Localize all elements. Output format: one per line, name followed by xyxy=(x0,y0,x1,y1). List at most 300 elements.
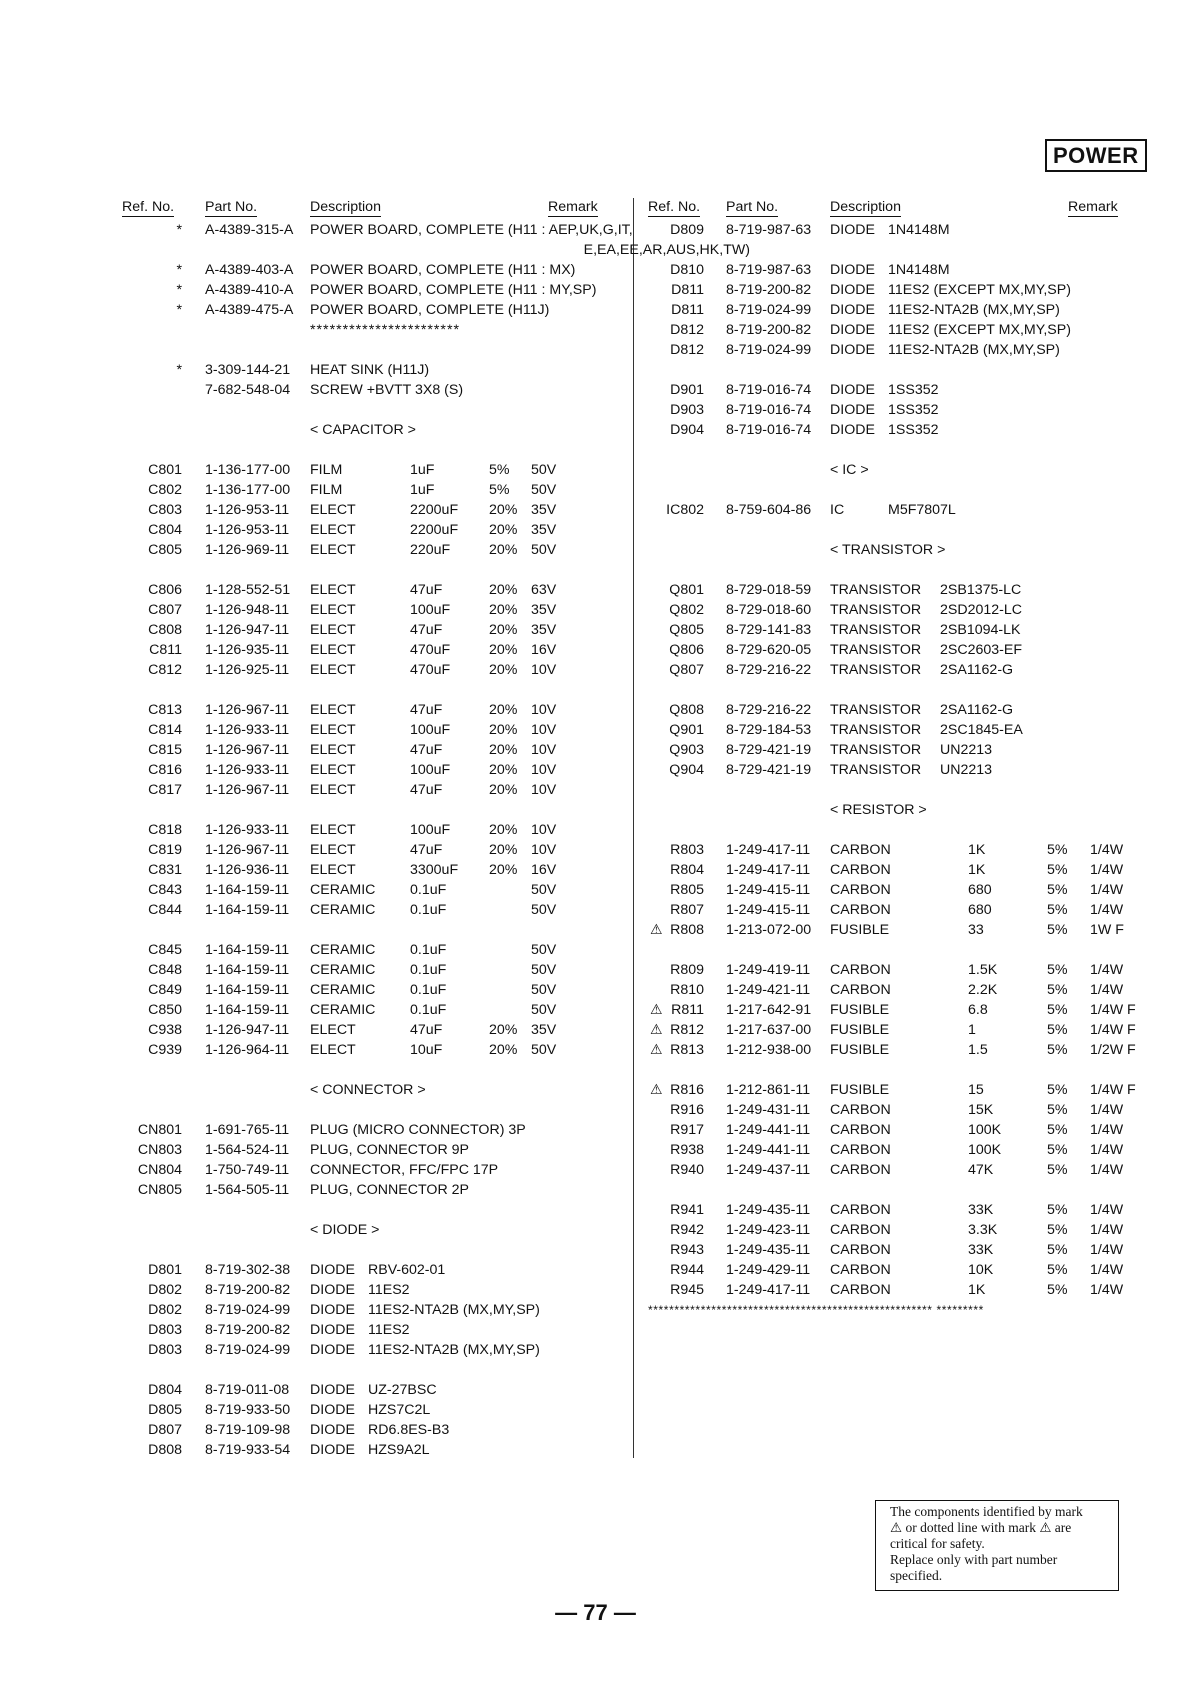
ref-number: R810 xyxy=(670,982,704,998)
description: PLUG, CONNECTOR 9P xyxy=(310,1142,469,1158)
description: FUSIBLE xyxy=(830,1002,890,1018)
part-number: 1-126-953-11 xyxy=(205,502,290,518)
description: DIODE xyxy=(830,342,875,358)
description: FUSIBLE xyxy=(830,1022,890,1038)
description: TRANSISTOR xyxy=(830,622,922,638)
description: CERAMIC xyxy=(310,982,376,998)
description: TRANSISTOR xyxy=(830,722,922,738)
part-number: 8-729-141-83 xyxy=(726,622,812,638)
ref-number: R809 xyxy=(670,962,704,978)
description-continuation xyxy=(122,240,750,260)
part-number: 7-682-548-04 xyxy=(205,382,291,398)
parts-row xyxy=(122,760,630,780)
ref-number: D810 xyxy=(670,262,704,278)
part-number: 8-719-200-82 xyxy=(205,1282,291,1298)
voltage: 50V xyxy=(531,542,557,558)
voltage: 50V xyxy=(531,902,557,918)
ref-number: R942 xyxy=(670,1222,704,1238)
parts-row xyxy=(122,660,630,680)
device-type: RBV-602-01 xyxy=(368,1262,446,1278)
voltage: 10V xyxy=(531,842,557,858)
description: CARBON xyxy=(830,1222,891,1238)
row-spacer xyxy=(648,360,1168,380)
wattage: 1/4W xyxy=(1090,882,1124,898)
row-spacer xyxy=(648,940,1168,960)
ref-number: C819 xyxy=(148,842,182,858)
ref-number: D809 xyxy=(670,222,704,238)
tolerance: 5% xyxy=(1047,1202,1068,1218)
description: DIODE xyxy=(310,1342,355,1358)
wattage: 1/4W F xyxy=(1090,1082,1136,1098)
ref-number: Q802 xyxy=(669,602,704,618)
section-heading xyxy=(122,1080,630,1100)
section-heading xyxy=(648,800,1168,820)
parts-row xyxy=(122,960,630,980)
parts-row xyxy=(122,940,630,960)
tolerance: 20% xyxy=(489,782,518,798)
voltage: 10V xyxy=(531,742,557,758)
parts-row xyxy=(122,1420,630,1440)
resistance: 2.2K xyxy=(968,982,998,998)
tolerance: 5% xyxy=(1047,862,1068,878)
part-number: 1-164-159-11 xyxy=(205,902,290,918)
parts-row xyxy=(648,1160,1168,1180)
description: CARBON xyxy=(830,862,891,878)
row-spacer xyxy=(648,480,1168,500)
description: CERAMIC xyxy=(310,942,376,958)
ref-number: C848 xyxy=(148,962,182,978)
description: ELECT xyxy=(310,1022,356,1038)
parts-row xyxy=(648,600,1168,620)
description: CARBON xyxy=(830,882,891,898)
ref-number: R943 xyxy=(670,1242,704,1258)
ref-number: R917 xyxy=(670,1122,704,1138)
ref-number: C939 xyxy=(148,1042,182,1058)
part-number: 8-729-216-22 xyxy=(726,702,812,718)
voltage: 35V xyxy=(531,602,557,618)
device-type: HZS9A2L xyxy=(368,1442,430,1458)
ref-number: R916 xyxy=(670,1102,704,1118)
part-number: 8-719-024-99 xyxy=(205,1342,291,1358)
tolerance: 20% xyxy=(489,842,518,858)
description: ELECT xyxy=(310,862,356,878)
ref-number: R807 xyxy=(670,902,704,918)
description: CERAMIC xyxy=(310,882,376,898)
device-type: 1N4148M xyxy=(888,222,950,238)
ref-number: R805 xyxy=(670,882,704,898)
ref-number: D803 xyxy=(148,1322,182,1338)
voltage: 50V xyxy=(531,462,557,478)
ref-number: D811 xyxy=(671,302,704,318)
description: CERAMIC xyxy=(310,1002,376,1018)
part-number: 1-249-441-11 xyxy=(726,1142,811,1158)
parts-row xyxy=(122,1140,630,1160)
parts-row xyxy=(648,340,1168,360)
part-number: 8-729-018-60 xyxy=(726,602,812,618)
part-number: 1-164-159-11 xyxy=(205,1002,290,1018)
device-type: 11ES2-NTA2B (MX,MY,SP) xyxy=(888,302,1060,318)
description: CARBON xyxy=(830,1262,891,1278)
ref-number: Q805 xyxy=(669,622,704,638)
tolerance: 5% xyxy=(1047,1282,1068,1298)
section-title: < CAPACITOR > xyxy=(310,422,416,438)
device-type: 1SS352 xyxy=(888,422,939,438)
part-number: 3-309-144-21 xyxy=(205,362,291,378)
description: ELECT xyxy=(310,762,356,778)
description: PLUG (MICRO CONNECTOR) 3P xyxy=(310,1122,526,1138)
tolerance: 5% xyxy=(1047,842,1068,858)
voltage: 35V xyxy=(531,502,557,518)
safety-notice xyxy=(875,1500,1119,1591)
ref-number: IC802 xyxy=(666,502,704,518)
voltage: 16V xyxy=(531,642,557,658)
description: ELECT xyxy=(310,742,356,758)
resistance: 15 xyxy=(968,1082,984,1098)
ref-number: D812 xyxy=(670,342,704,358)
header-description: Description xyxy=(310,199,381,215)
description: CARBON xyxy=(830,842,891,858)
description: DIODE xyxy=(310,1422,355,1438)
tolerance: 5% xyxy=(489,462,510,478)
tolerance: 5% xyxy=(1047,922,1068,938)
ref-number: CN804 xyxy=(137,1162,182,1178)
resistance: 33 xyxy=(968,922,984,938)
part-number: 1-164-159-11 xyxy=(205,882,290,898)
tolerance: 20% xyxy=(489,862,518,878)
description: CARBON xyxy=(830,1282,891,1298)
row-spacer xyxy=(122,1240,630,1260)
value: 0.1uF xyxy=(410,902,447,918)
description: ELECT xyxy=(310,822,356,838)
parts-row xyxy=(648,960,1168,980)
device-type: 11ES2-NTA2B (MX,MY,SP) xyxy=(368,1302,540,1318)
section-heading xyxy=(648,460,1168,480)
ref-number: C850 xyxy=(148,1002,182,1018)
header-ref: Ref. No. xyxy=(122,199,175,215)
stars-text: ****************************************************** ********* xyxy=(648,1303,984,1317)
description: DIODE xyxy=(830,322,875,338)
value: 47uF xyxy=(410,702,443,718)
part-number: 8-719-200-82 xyxy=(726,282,812,298)
value: 0.1uF xyxy=(410,942,447,958)
value: 2200uF xyxy=(410,502,459,518)
part-number: 1-136-177-00 xyxy=(205,462,291,478)
left-table-header xyxy=(122,198,630,220)
part-number: 1-136-177-00 xyxy=(205,482,291,498)
voltage: 50V xyxy=(531,1002,557,1018)
voltage: 50V xyxy=(531,982,557,998)
description: CERAMIC xyxy=(310,902,376,918)
ref-number: R808 xyxy=(670,922,704,938)
ref-number: C808 xyxy=(148,622,182,638)
ref-number: R938 xyxy=(670,1142,704,1158)
parts-row xyxy=(122,1000,630,1020)
part-number: 8-719-987-63 xyxy=(726,262,812,278)
tolerance: 20% xyxy=(489,522,518,538)
wattage: 1/2W F xyxy=(1090,1042,1136,1058)
header-part: Part No. xyxy=(726,199,779,215)
ref-number: C803 xyxy=(148,502,182,518)
part-number: A-4389-475-A xyxy=(205,302,294,318)
part-number: 8-719-933-54 xyxy=(205,1442,291,1458)
part-number: 1-164-159-11 xyxy=(205,982,290,998)
description: FUSIBLE xyxy=(830,1042,890,1058)
ref-number: R816 xyxy=(670,1082,704,1098)
ref-number: D812 xyxy=(670,322,704,338)
part-number: 1-249-417-11 xyxy=(726,862,811,878)
resistance: 47K xyxy=(968,1162,994,1178)
parts-row xyxy=(122,980,630,1000)
parts-row xyxy=(648,1280,1168,1300)
description: DIODE xyxy=(310,1442,355,1458)
device-type: 2SA1162-G xyxy=(940,702,1014,718)
description: CARBON xyxy=(830,1122,891,1138)
warning-icon: ⚠ xyxy=(650,1002,663,1018)
description: POWER BOARD, COMPLETE (H11 : AEP,UK,G,IT, xyxy=(310,222,633,238)
right-rows xyxy=(648,220,1168,1320)
description: DIODE xyxy=(830,382,875,398)
part-number: 1-212-861-11 xyxy=(726,1082,811,1098)
part-number: 8-759-604-86 xyxy=(726,502,812,518)
parts-row xyxy=(648,1260,1168,1280)
warning-icon: ⚠ xyxy=(650,922,663,938)
value: 47uF xyxy=(410,622,443,638)
parts-row xyxy=(648,1220,1168,1240)
part-number: 1-126-933-11 xyxy=(205,762,290,778)
parts-row xyxy=(122,360,630,380)
description: ELECT xyxy=(310,782,356,798)
ref-number: R813 xyxy=(670,1042,704,1058)
description: CARBON xyxy=(830,962,891,978)
part-number: 1-249-417-11 xyxy=(726,1282,811,1298)
parts-row xyxy=(648,280,1168,300)
device-type: 2SB1375-LC xyxy=(940,582,1022,598)
part-number: A-4389-315-A xyxy=(205,222,294,238)
resistance: 10K xyxy=(968,1262,994,1278)
part-number: 1-212-938-00 xyxy=(726,1042,812,1058)
resistance: 680 xyxy=(968,882,992,898)
section-heading xyxy=(122,1220,630,1240)
device-type: 11ES2 xyxy=(368,1282,410,1298)
voltage: 63V xyxy=(531,582,557,598)
header-ref: Ref. No. xyxy=(648,199,701,215)
parts-row xyxy=(648,300,1168,320)
ref-number: C807 xyxy=(148,602,182,618)
ref-number: C814 xyxy=(148,722,182,738)
voltage: 50V xyxy=(531,882,557,898)
wattage: 1/4W xyxy=(1090,1282,1124,1298)
part-number: 1-126-967-11 xyxy=(205,702,290,718)
part-number: 8-729-018-59 xyxy=(726,582,812,598)
ref-number: C844 xyxy=(148,902,182,918)
resistance: 100K xyxy=(968,1142,1002,1158)
tolerance: 20% xyxy=(489,702,518,718)
part-number: 8-719-016-74 xyxy=(726,402,812,418)
wattage: 1/4W xyxy=(1090,1222,1124,1238)
tolerance: 20% xyxy=(489,1042,518,1058)
description: DIODE xyxy=(310,1262,355,1278)
ref-number: D805 xyxy=(148,1402,182,1418)
voltage: 10V xyxy=(531,822,557,838)
ref-number: Q806 xyxy=(669,642,704,658)
separator-stars xyxy=(122,320,630,340)
value: 47uF xyxy=(410,742,443,758)
parts-row xyxy=(648,420,1168,440)
resistance: 33K xyxy=(968,1202,994,1218)
part-number: 1-164-159-11 xyxy=(205,942,290,958)
wattage: 1/4W xyxy=(1090,1142,1124,1158)
row-spacer xyxy=(648,1060,1168,1080)
ref-number: C938 xyxy=(148,1022,182,1038)
parts-row xyxy=(648,620,1168,640)
section-badge: POWER xyxy=(1045,139,1147,172)
ref-number: D808 xyxy=(148,1442,182,1458)
asterisk-mark: * xyxy=(176,362,182,378)
voltage: 10V xyxy=(531,782,557,798)
description: ELECT xyxy=(310,662,356,678)
section-title: < TRANSISTOR > xyxy=(830,542,946,558)
part-number: 1-249-437-11 xyxy=(726,1162,811,1178)
value: 470uF xyxy=(410,662,451,678)
tolerance: 5% xyxy=(1047,962,1068,978)
part-number: 1-564-524-11 xyxy=(205,1142,290,1158)
ref-number: R945 xyxy=(670,1282,704,1298)
resistance: 1.5 xyxy=(968,1042,988,1058)
resistance: 33K xyxy=(968,1242,994,1258)
description: TRANSISTOR xyxy=(830,642,922,658)
tolerance: 5% xyxy=(1047,1142,1068,1158)
parts-row xyxy=(648,720,1168,740)
parts-row xyxy=(648,500,1168,520)
parts-row xyxy=(648,1200,1168,1220)
parts-row xyxy=(122,280,630,300)
part-number: 1-249-421-11 xyxy=(726,982,811,998)
part-number: 1-126-953-11 xyxy=(205,522,290,538)
part-number: 8-719-011-08 xyxy=(205,1382,290,1398)
tolerance: 5% xyxy=(1047,902,1068,918)
section-title: < CONNECTOR > xyxy=(310,1082,426,1098)
parts-row xyxy=(648,1000,1168,1020)
device-type: UN2213 xyxy=(940,742,993,758)
description: FUSIBLE xyxy=(830,1082,890,1098)
row-spacer xyxy=(648,820,1168,840)
description: ELECT xyxy=(310,722,356,738)
parts-row xyxy=(648,400,1168,420)
description: POWER BOARD, COMPLETE (H11J) xyxy=(310,302,550,318)
part-number: 1-249-435-11 xyxy=(726,1242,811,1258)
voltage: 50V xyxy=(531,962,557,978)
warning-icon: ⚠ xyxy=(650,1042,663,1058)
ref-number: CN803 xyxy=(137,1142,182,1158)
part-number: 1-750-749-11 xyxy=(205,1162,290,1178)
notice-line: specified. xyxy=(890,1568,943,1583)
description: FILM xyxy=(310,482,343,498)
value: 1uF xyxy=(410,482,435,498)
section-heading xyxy=(648,540,1168,560)
tolerance: 20% xyxy=(489,1022,518,1038)
tolerance: 5% xyxy=(1047,1122,1068,1138)
ref-number: C811 xyxy=(149,642,182,658)
header-remark: Remark xyxy=(548,199,598,215)
device-type: 2SA1162-G xyxy=(940,662,1014,678)
parts-row xyxy=(648,1120,1168,1140)
parts-row xyxy=(122,1300,630,1320)
ref-number: D811 xyxy=(671,282,704,298)
voltage: 50V xyxy=(531,942,557,958)
part-number: 8-719-024-99 xyxy=(205,1302,291,1318)
description: ELECT xyxy=(310,642,356,658)
parts-row xyxy=(648,380,1168,400)
value: 3300uF xyxy=(410,862,459,878)
row-spacer xyxy=(648,780,1168,800)
part-number: 8-719-024-99 xyxy=(726,302,812,318)
description: HEAT SINK (H11J) xyxy=(310,362,430,378)
parts-row xyxy=(122,860,630,880)
device-type: 11ES2 (EXCEPT MX,MY,SP) xyxy=(888,282,1071,298)
parts-row xyxy=(122,540,630,560)
ref-number: C813 xyxy=(148,702,182,718)
part-number: 1-564-505-11 xyxy=(205,1182,290,1198)
part-number: 1-217-642-91 xyxy=(726,1002,812,1018)
part-number: 1-126-969-11 xyxy=(205,542,290,558)
parts-row xyxy=(122,1040,630,1060)
parts-row xyxy=(122,1020,630,1040)
description: DIODE xyxy=(310,1402,355,1418)
wattage: 1/4W xyxy=(1090,1162,1124,1178)
parts-row xyxy=(122,480,630,500)
parts-row xyxy=(122,640,630,660)
part-number: 1-213-072-00 xyxy=(726,922,812,938)
parts-row xyxy=(122,740,630,760)
ref-number: R944 xyxy=(670,1262,704,1278)
description: TRANSISTOR xyxy=(830,662,922,678)
description: ELECT xyxy=(310,602,356,618)
part-number: 8-729-620-05 xyxy=(726,642,812,658)
parts-row xyxy=(122,1280,630,1300)
resistance: 1K xyxy=(968,862,986,878)
device-type: UN2213 xyxy=(940,762,993,778)
wattage: 1/4W F xyxy=(1090,1002,1136,1018)
tolerance: 5% xyxy=(1047,1162,1068,1178)
row-spacer xyxy=(648,1180,1168,1200)
parts-row xyxy=(122,1400,630,1420)
value: 100uF xyxy=(410,822,451,838)
row-spacer xyxy=(122,560,630,580)
header-part: Part No. xyxy=(205,199,258,215)
part-number: 1-126-947-11 xyxy=(205,1022,290,1038)
tolerance: 20% xyxy=(489,762,518,778)
ref-number: C812 xyxy=(148,662,182,678)
description: ELECT xyxy=(310,542,356,558)
wattage: 1W F xyxy=(1090,922,1124,938)
right-table-header xyxy=(648,198,1168,220)
voltage: 35V xyxy=(531,522,557,538)
wattage: 1/4W xyxy=(1090,862,1124,878)
value: 2200uF xyxy=(410,522,459,538)
device-type: 1N4148M xyxy=(888,262,950,278)
parts-row xyxy=(648,220,1168,240)
resistance: 100K xyxy=(968,1122,1002,1138)
tolerance: 5% xyxy=(1047,882,1068,898)
row-spacer xyxy=(648,560,1168,580)
ref-number: C845 xyxy=(148,942,182,958)
resistance: 1K xyxy=(968,1282,986,1298)
parts-row xyxy=(122,1120,630,1140)
part-number: 8-719-109-98 xyxy=(205,1422,291,1438)
parts-row xyxy=(122,1440,630,1460)
value: 470uF xyxy=(410,642,451,658)
value: 47uF xyxy=(410,842,443,858)
